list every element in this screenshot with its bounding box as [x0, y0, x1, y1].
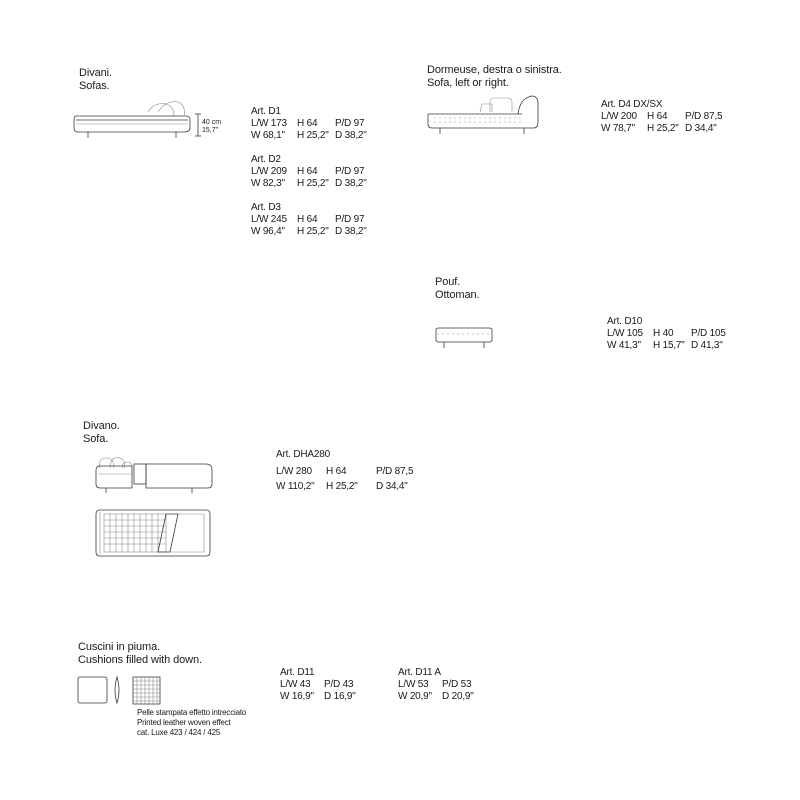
spec-d-in: D 38,2"	[335, 178, 367, 189]
dormeuse-drawing	[424, 92, 544, 138]
spec-lw: L/W 245	[251, 214, 287, 225]
spec-d11	[280, 667, 356, 703]
dormeuse-title	[427, 64, 562, 90]
cushions-title	[78, 641, 202, 667]
spec-w-in: W 78,7"	[601, 123, 635, 134]
spec-w-in: W 96,4"	[251, 226, 285, 237]
art-label: Art. D11 A	[398, 667, 441, 678]
cushion-front-drawing	[76, 676, 110, 706]
spec-pd: P/D 53	[442, 679, 472, 690]
note-en: Printed leather woven effect	[137, 718, 231, 727]
art-label: Art. D1	[251, 106, 281, 117]
spec-d2	[251, 154, 367, 190]
art-label: Art. D3	[251, 202, 281, 213]
spec-h-in: H 25,2"	[297, 178, 329, 189]
spec-w-in: W 82,3"	[251, 178, 285, 189]
spec-h: H 40	[653, 328, 674, 339]
pouf-title-it: Pouf.	[435, 276, 461, 288]
cushions-title-en: Cushions filled with down.	[78, 654, 202, 666]
height-in: 15,7"	[202, 127, 219, 134]
art-label: Art. D4 DX/SX	[601, 99, 663, 110]
spec-h: H 64	[297, 166, 318, 177]
spec-lw: L/W 105	[607, 328, 643, 339]
art-label: Art. D2	[251, 154, 281, 165]
spec-d-in: D 16,9"	[324, 691, 356, 702]
spec-h-in: H 25,2"	[326, 481, 358, 492]
dormeuse-title-en: Sofa, left or right.	[427, 77, 509, 89]
pouf-title-en: Ottoman.	[435, 289, 480, 301]
spec-lw: L/W 280	[276, 466, 312, 477]
spec-w-in: W 41,3"	[607, 340, 641, 351]
spec-h: H 64	[297, 118, 318, 129]
art-label: Art. D11	[280, 667, 315, 678]
note-it: Pelle stampata effetto intrecciato	[137, 708, 247, 717]
spec-lw: L/W 209	[251, 166, 287, 177]
spec-h-in: H 25,2"	[297, 130, 329, 141]
spec-d10	[607, 316, 726, 352]
spec-d4	[601, 99, 722, 135]
pouf-title	[435, 276, 479, 302]
spec-lw: L/W 173	[251, 118, 287, 129]
spec-pd: P/D 97	[335, 214, 365, 225]
cushions-title-it: Cuscini in piuma.	[78, 641, 161, 653]
spec-d-in: D 38,2"	[335, 130, 367, 141]
height-dimension-label	[202, 119, 221, 135]
art-label: Art. DHA280	[276, 449, 330, 460]
height-cm: 40 cm	[202, 119, 222, 126]
spec-lw: L/W 43	[280, 679, 311, 690]
cushion-side-drawing	[112, 676, 122, 706]
spec-d-in: D 20,9"	[442, 691, 474, 702]
spec-d-in: D 38,2"	[335, 226, 367, 237]
woven-swatch-drawing	[132, 676, 162, 706]
spec-h: H 64	[297, 214, 318, 225]
divano-front-drawing	[92, 452, 218, 500]
spec-pd: P/D 105	[691, 328, 726, 339]
spec-w-in: W 110,2"	[276, 481, 315, 492]
spec-pd: P/D 97	[335, 166, 365, 177]
spec-d1	[251, 106, 367, 142]
spec-d11a	[398, 667, 474, 703]
spec-w-in: W 20,9"	[398, 691, 432, 702]
spec-d-in: D 34,4"	[376, 481, 408, 492]
art-label: Art. D10	[607, 316, 643, 327]
spec-h: H 64	[647, 111, 668, 122]
spec-pd: P/D 87,5	[685, 111, 723, 122]
divano-title-en: Sofa.	[83, 433, 109, 445]
sofas-title	[79, 67, 112, 93]
cushion-note	[137, 708, 246, 738]
spec-pd: P/D 97	[335, 118, 365, 129]
spec-h: H 64	[326, 466, 347, 477]
note-cat: cat. Luxe 423 / 424 / 425	[137, 728, 221, 737]
spec-lw: L/W 53	[398, 679, 429, 690]
spec-h-in: H 25,2"	[647, 123, 679, 134]
spec-d-in: D 41,3"	[691, 340, 723, 351]
sofas-title-en: Sofas.	[79, 80, 110, 92]
divano-title-it: Divano.	[83, 420, 120, 432]
spec-d3	[251, 202, 367, 238]
sofa-drawing	[70, 98, 210, 142]
height-dimension-line	[195, 114, 201, 138]
spec-pd: P/D 87,5	[376, 466, 414, 477]
spec-pd: P/D 43	[324, 679, 354, 690]
dormeuse-title-it: Dormeuse, destra o sinistra.	[427, 64, 562, 76]
spec-w-in: W 16,9"	[280, 691, 314, 702]
divano-title	[83, 420, 120, 446]
pouf-drawing	[432, 326, 498, 352]
divano-plan-drawing	[92, 508, 218, 560]
spec-h-in: H 15,7"	[653, 340, 685, 351]
spec-dha280	[276, 449, 413, 493]
spec-d-in: D 34,4"	[685, 123, 717, 134]
spec-lw: L/W 200	[601, 111, 637, 122]
spec-w-in: W 68,1"	[251, 130, 285, 141]
spec-h-in: H 25,2"	[297, 226, 329, 237]
sofas-title-it: Divani.	[79, 67, 112, 79]
